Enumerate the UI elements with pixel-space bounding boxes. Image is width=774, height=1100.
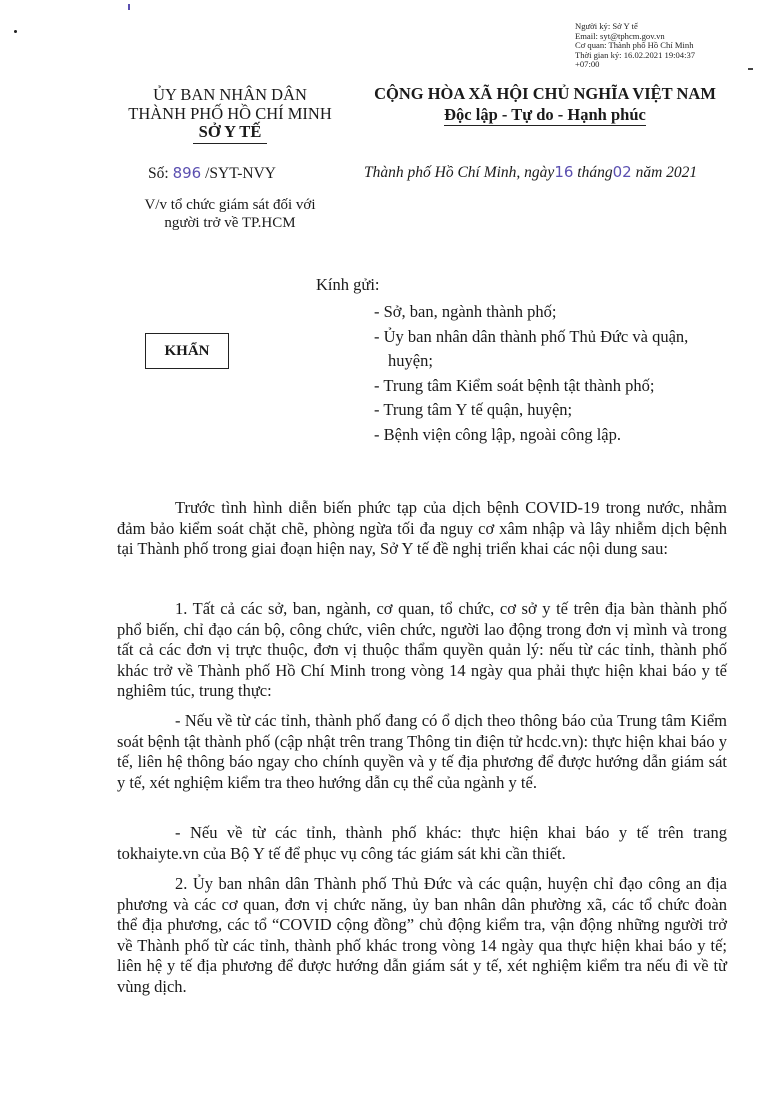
org-line-3: SỞ Y TẾ xyxy=(193,123,268,144)
paragraph-text: - Nếu về từ các tỉnh, thành phố khác: thực hiện khai báo y tế trên trang tokhaiyte.vn của Bộ Y tế để phục vụ công tác giám sát khi cần thiết. xyxy=(117,823,727,863)
paragraph-text: 1. Tất cả các sở, ban, ngành, cơ quan, tổ chức, cơ sở y tế trên địa bàn thành phố phổ biến, chỉ đạo cán bộ, công chức, viên chức, người lao động trong đơn vị mình và trong tất cả các đơn vị trực thuộc, đơn vị thuộc thẩm quyền quản lý: nếu từ các tỉnh, thành phố khác trở về Thành phố Hồ Chí Minh trong vòng 14 ngày qua phải thực hiện khai báo y tế nghiêm túc, trung thực: xyxy=(117,599,727,700)
date-part-1: Thành phố Hồ Chí Minh, ngày xyxy=(364,164,555,181)
paragraph-text: Trước tình hình diễn biến phức tạp của dịch bệnh COVID-19 trong nước, nhằm đảm bảo kiểm soát chặt chẽ, phòng ngừa tối đa nguy cơ xâm nhập và lây nhiễm dịch bệnh tại Thành phố trong giai đoạn hiện nay, Sở Y tế đề nghị triển khai các nội dung sau: xyxy=(117,498,727,558)
national-motto: Độc lập - Tự do - Hạnh phúc xyxy=(444,105,646,124)
org-line-1: ỦY BAN NHÂN DÂN xyxy=(153,85,307,104)
body-paragraph-item-1 xyxy=(117,599,727,702)
body-paragraph-item-1b xyxy=(117,823,727,864)
date-part-2: tháng xyxy=(577,164,613,181)
signature-timezone: +07:00 xyxy=(575,59,600,70)
document-number-suffix: /SYT-NVY xyxy=(205,165,276,182)
org-line-2: THÀNH PHỐ HỒ CHÍ MINH xyxy=(128,103,332,123)
document-date xyxy=(364,163,697,182)
recipient-item: - Trung tâm Kiểm soát bệnh tật thành phố; xyxy=(374,375,655,395)
document-subject xyxy=(130,196,330,232)
subject-line-1: V/v tổ chức giám sát đối với xyxy=(144,197,316,213)
document-number-prefix: Số: xyxy=(148,165,169,182)
signature-time: Thời gian ký: 16.02.2021 19:04:37 xyxy=(575,49,696,60)
recipient-item-continuation: huyện; xyxy=(388,351,433,370)
issuing-organization xyxy=(95,86,365,144)
body-paragraph-intro xyxy=(117,498,727,560)
scan-mark xyxy=(128,4,130,10)
national-motto-wrap xyxy=(345,105,745,125)
signature-agency: Cơ quan: Thành phố Hồ Chí Minh xyxy=(575,40,694,51)
document-number-handwritten: 896 xyxy=(172,164,202,182)
recipient-item: - Ủy ban nhân dân thành phố Thủ Đức và quận, xyxy=(374,326,689,346)
scan-dot xyxy=(14,30,17,33)
body-paragraph-item-2 xyxy=(117,874,727,997)
paragraph-text: - Nếu về từ các tỉnh, thành phố đang có ổ dịch theo thông báo của Trung tâm Kiểm soát bệnh tật thành phố (cập nhật trên trang Thông tin điện tử hcdc.vn): thực hiện khai báo y tế, liên hệ thông báo ngay cho chính quyền và y tế địa phương để được hướng dẫn giám sát y tế, xét nghiệm kiểm tra theo hướng dẫn cụ thể của ngành y tế. xyxy=(117,711,727,792)
recipient-item: - Trung tâm Y tế quận, huyện; xyxy=(374,400,573,419)
digital-signature-info xyxy=(575,22,765,70)
subject-line-2: người trở về TP.HCM xyxy=(164,215,296,231)
recipient-item: - Bệnh viện công lập, ngoài công lập. xyxy=(374,424,621,444)
signature-signer: Người ký: Sở Y tế xyxy=(575,21,638,31)
recipients-title: Kính gửi: xyxy=(316,275,380,294)
recipients-list xyxy=(374,300,764,447)
date-month-handwritten: 02 xyxy=(612,163,632,181)
date-part-3: năm 2021 xyxy=(635,164,698,181)
signature-email: Email: syt@tphcm.gov.vn xyxy=(575,30,665,41)
document-number xyxy=(148,164,276,183)
date-day-handwritten: 16 xyxy=(554,163,574,181)
recipient-item: - Sở, ban, ngành thành phố; xyxy=(374,302,557,321)
body-paragraph-item-1a xyxy=(117,711,727,793)
national-title: CỘNG HÒA XÃ HỘI CHỦ NGHĨA VIỆT NAM xyxy=(374,84,716,103)
paragraph-text: 2. Ủy ban nhân dân Thành phố Thủ Đức và các quận, huyện chỉ đạo công an địa phương và các cơ quan, đơn vị chức năng, ủy ban nhân dân phường xã, các tổ chức đoàn thể địa phương, các tổ “COVID cộng đồng” chủ động kiểm tra, vận động những người trở về Thành phố từ các tỉnh, thành phố khác trong vòng 14 ngày qua thực hiện khai báo y tế; liên hệ y tế địa phương để được hướng dẫn giám sát y tế, xét nghiệm kiểm tra nếu đi về từ vùng dịch. xyxy=(117,874,727,996)
urgent-label-box: KHẨN xyxy=(145,333,229,369)
